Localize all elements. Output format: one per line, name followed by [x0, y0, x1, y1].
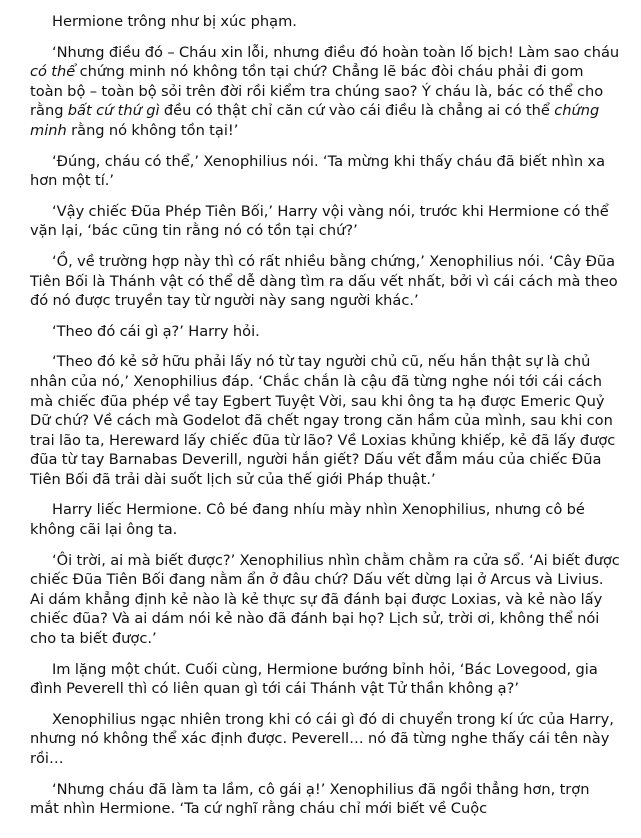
text-run: Xenophilius ngạc nhiên trong khi có cái gì đó di chuyển trong kí ức của Harry, nhưng nó không thể xác định được. Peverell… nó đã từng nghe thấy cái tên này rồi…	[30, 710, 614, 767]
text-run: ‘Ồ, về trường hợp này thì có rất nhiều bằng chứng,’ Xenophilius nói. ‘Cây Đũa Tiên Bối là Thánh vật có thể dễ dàng tìm ra dấu vết nhất, bởi vì cái cách mà theo đó nó được truyền tay từ người này sang người khác.’	[30, 252, 618, 310]
paragraph	[30, 322, 620, 342]
paragraph	[30, 352, 620, 489]
paragraph	[30, 202, 620, 241]
text-run: ‘Nhưng điều đó – Cháu xin lỗi, nhưng điều đó hoàn toàn lố bịch! Làm sao cháu	[52, 43, 620, 61]
paragraph	[30, 500, 620, 539]
paragraph	[30, 660, 620, 699]
paragraph	[30, 252, 620, 311]
italic-text: có thể	[30, 63, 76, 81]
italic-text: chứng minh	[30, 102, 600, 139]
text-run: ‘Ôi trời, ai mà biết được?’ Xenophilius nhìn chằm chằm ra cửa sổ. ‘Ai biết được chiếc Đũa Tiên Bối đang nằm ẩn ở đâu chứ? Dấu vết dừng lại ở Arcus và Livius. Ai dám khẳng định kẻ nào là kẻ thực sự đã đánh bại được Loxias, và kẻ nào lấy chiếc đũa? Và ai dám nói kẻ nào đã đánh bại họ? Lịch sử, trời ơi, không thể nói cho ta biết được.’	[30, 551, 620, 648]
text-run: Harry liếc Hermione. Cô bé đang nhíu mày nhìn Xenophilius, nhưng cô bé không cãi lại ông ta.	[30, 501, 585, 539]
paragraph	[30, 12, 620, 32]
paragraph	[30, 710, 620, 769]
text-run: rằng nó không tồn tại!’	[66, 121, 239, 139]
text-run: ‘Vậy chiếc Đũa Phép Tiên Bối,’ Harry vội vàng nói, trước khi Hermione có thể vặn lại, ‘bác cũng tin rằng nó có tồn tại chứ?’	[30, 202, 609, 240]
paragraph	[30, 551, 620, 649]
text-run: chứng minh nó không tồn tại chứ? Chẳng lẽ bác đòi cháu phải đi gom toàn bộ – toàn bộ sỏi trên đời rồi kiểm tra chúng sao? Ý cháu là, bác có thể cho rằng	[30, 63, 604, 120]
text-run: ‘Nhưng cháu đã làm ta lầm, cô gái ạ!’ Xenophilius đã ngồi thẳng hơn, trợn mắt nhìn Hermione. ‘Ta cứ nghĩ rằng cháu chỉ mới biết về Cuộc	[30, 780, 590, 818]
paragraph	[30, 43, 620, 141]
italic-text: bất cứ thứ gì	[67, 102, 160, 120]
text-run: ‘Theo đó cái gì ạ?’ Harry hỏi.	[52, 322, 260, 340]
paragraph	[30, 780, 620, 819]
text-run: đều có thật chỉ căn cứ vào cái điều là chẳng ai có thể	[159, 102, 555, 120]
text-run: ‘Theo đó kẻ sở hữu phải lấy nó từ tay người chủ cũ, nếu hắn thật sự là chủ nhân của nó,’ Xenophilius đáp. ‘Chắc chắn là cậu đã từng nghe nói tới cái cách mà chiếc đũa phép về tay Egbert Tuyệt Vời, sau khi ông ta hạ được Emeric Quỷ Dữ chứ? Về cách mà Godelot đã chết ngay trong căn hầm của mình, sau khi con trai lão ta, Hereward lấy chiếc đũa từ lão? Về Loxias khủng khiếp, kẻ đã lấy được đũa từ tay Barnabas Deverill, người hắn giết? Dấu vết đẫm máu của chiếc Đũa Tiên Bối đã trải dài suốt lịch sử của thế giới Pháp thuật.’	[30, 353, 616, 488]
paragraph	[30, 152, 620, 191]
text-run: Hermione trông như bị xúc phạm.	[52, 13, 297, 30]
document-page	[30, 12, 620, 830]
text-run: ‘Đúng, cháu có thể,’ Xenophilius nói. ‘Ta mừng khi thấy cháu đã biết nhìn xa hơn một tí.’	[30, 152, 606, 190]
text-run: Im lặng một chút. Cuối cùng, Hermione bướng bỉnh hỏi, ‘Bác Lovegood, gia đình Peverell thì có liên quan gì tới cái Thánh vật Tử thần không ạ?’	[30, 660, 598, 698]
